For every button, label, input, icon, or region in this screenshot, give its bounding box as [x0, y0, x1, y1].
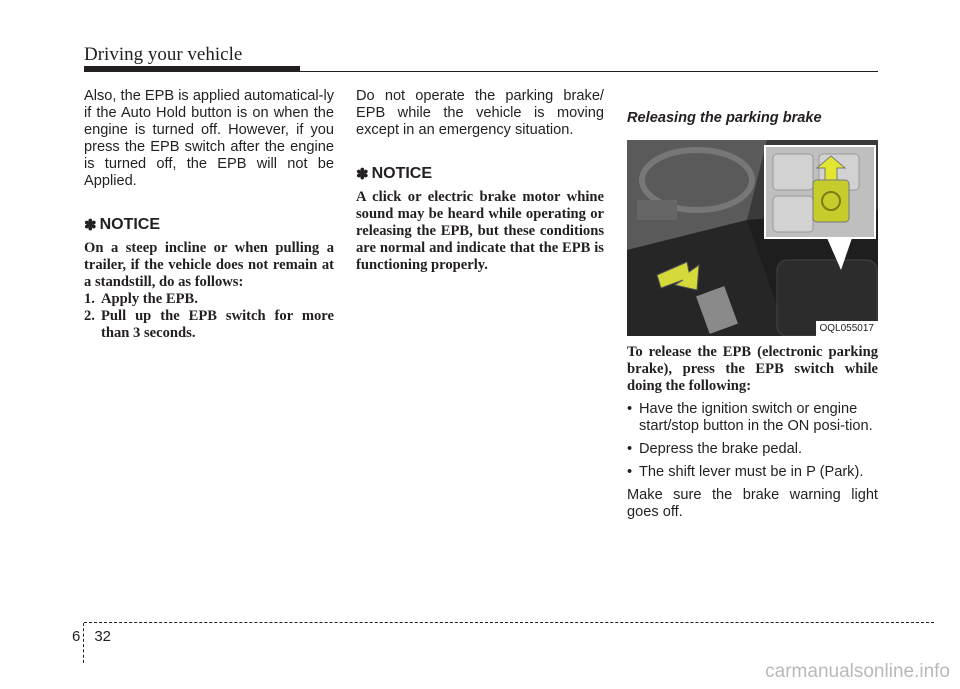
- footer-rule: [84, 622, 934, 623]
- column-1: [84, 88, 334, 342]
- epb-auto-hold-paragraph: Also, the EPB is applied automatical-ly if the Auto Hold button is on when the engine is turned off. However, if you press the EPB switch after the engine is turned off, the EPB will not be Applied.: [84, 88, 334, 189]
- list-item: 2. Pull up the EPB switch for more than 3 seconds.: [84, 308, 334, 341]
- column-2: [356, 88, 604, 274]
- list-item: 1. Apply the EPB.: [84, 291, 198, 307]
- header-rule: [300, 71, 878, 72]
- chapter-number: 6: [72, 628, 81, 645]
- list-item: • Depress the brake pedal.: [627, 441, 803, 457]
- notice-steps: [84, 291, 334, 342]
- photo-code: OQL055017: [816, 321, 879, 336]
- notice-mark-icon: ✽: [356, 166, 369, 183]
- release-intro: To release the EPB (electronic parking brake), press the EPB switch while doing the following:: [627, 344, 878, 394]
- epb-switch-photo: [627, 140, 878, 336]
- car-interior-illustration: [627, 140, 878, 336]
- notice-heading: [356, 165, 604, 183]
- notice-heading: [84, 216, 334, 234]
- notice-intro: On a steep incline or when pulling a trailer, if the vehicle does not remain at a standstill, do as follows:: [84, 240, 334, 290]
- notice-heading-text: NOTICE: [99, 216, 161, 233]
- page-title: Driving your vehicle: [84, 44, 243, 65]
- section-title: Releasing the parking brake: [627, 110, 822, 126]
- page-number-value: 32: [94, 628, 112, 645]
- list-item: • The shift lever must be in P (Park).: [627, 464, 864, 480]
- page-number: [72, 628, 111, 645]
- notice-text: A click or electric brake motor whine sound may be heard while operating or releasing the EPB, but these conditions are normal and indicate that the EPB is functioning properly.: [356, 189, 604, 273]
- watermark: carmanualsonline.info: [765, 661, 950, 682]
- closing-paragraph: Make sure the brake warning light goes off.: [627, 487, 878, 520]
- header-bar: [84, 66, 300, 72]
- notice-heading-text: NOTICE: [371, 165, 433, 182]
- notice-mark-icon: ✽: [84, 217, 97, 234]
- do-not-operate-paragraph: Do not operate the parking brake/ EPB while the vehicle is moving except in an emergency situation.: [356, 88, 604, 138]
- column-3: [627, 110, 878, 521]
- list-item: • Have the ignition switch or engine start/stop button in the ON posi-tion.: [627, 401, 873, 434]
- release-conditions: [627, 401, 878, 481]
